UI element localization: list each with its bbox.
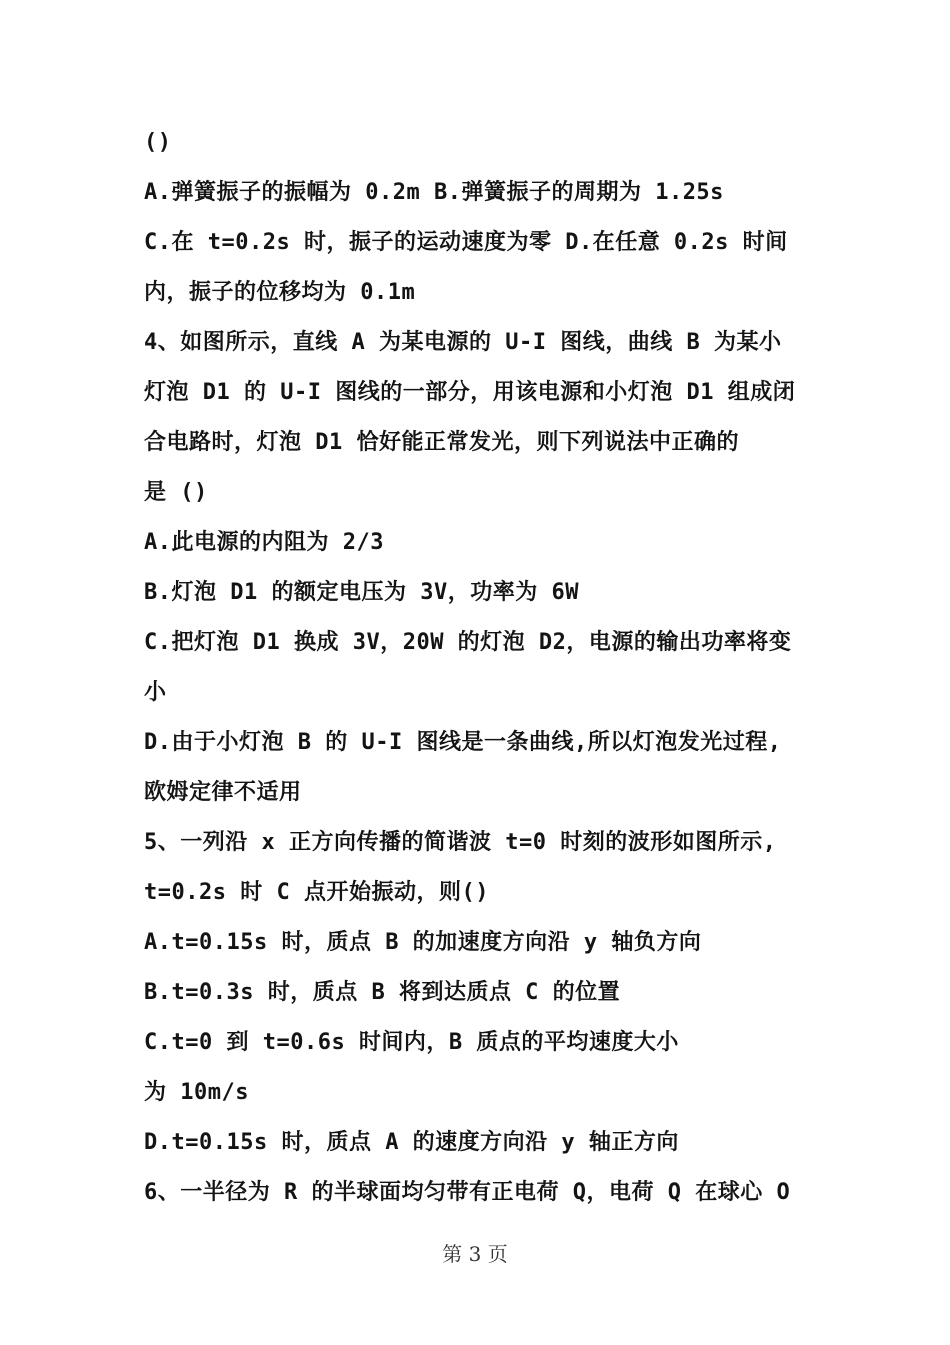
text-line: 内，振子的位移均为 0.1m (144, 280, 416, 305)
text-line: C.把灯泡 D1 换成 3V，20W 的灯泡 D2，电源的输出功率将变 (144, 630, 792, 655)
text-line: D.由于小灯泡 B 的 U-I 图线是一条曲线,所以灯泡发光过程, (144, 730, 782, 755)
text-line: 为 10m/s (144, 1080, 249, 1105)
text-line: D.t=0.15s 时，质点 A 的速度方向沿 y 轴正方向 (144, 1130, 679, 1155)
text-line: t=0.2s 时 C 点开始振动，则() (144, 880, 489, 905)
text-line: 灯泡 D1 的 U-I 图线的一部分，用该电源和小灯泡 D1 组成闭 (144, 380, 796, 405)
text-line: A.此电源的内阻为 2/3 (144, 530, 384, 555)
text-line: 欧姆定律不适用 (144, 780, 302, 805)
text-line: () (144, 130, 172, 155)
text-line: 小 (144, 680, 167, 705)
text-line: C.在 t=0.2s 时，振子的运动速度为零 D.在任意 0.2s 时间 (144, 230, 788, 255)
text-line: B.t=0.3s 时，质点 B 将到达质点 C 的位置 (144, 980, 621, 1005)
question-4-line: 4、如图所示，直线 A 为某电源的 U-I 图线，曲线 B 为某小 (144, 330, 782, 355)
text-line: C.t=0 到 t=0.6s 时间内，B 质点的平均速度大小 (144, 1030, 679, 1055)
question-5-line: 5、一列沿 x 正方向传播的简谐波 t=0 时刻的波形如图所示, (144, 830, 777, 855)
text-line: A.弹簧振子的振幅为 0.2m B.弹簧振子的周期为 1.25s (144, 180, 724, 205)
page-content (144, 118, 824, 1218)
text-line: A.t=0.15s 时，质点 B 的加速度方向沿 y 轴负方向 (144, 930, 702, 955)
text-line: 是 () (144, 480, 208, 505)
question-6-line: 6、一半径为 R 的半球面均匀带有正电荷 Q，电荷 Q 在球心 O (144, 1180, 791, 1205)
page-number: 第 3 页 (442, 1242, 508, 1266)
text-line: 合电路时，灯泡 D1 恰好能正常发光，则下列说法中正确的 (144, 430, 739, 455)
text-line: B.灯泡 D1 的额定电压为 3V，功率为 6W (144, 580, 579, 605)
